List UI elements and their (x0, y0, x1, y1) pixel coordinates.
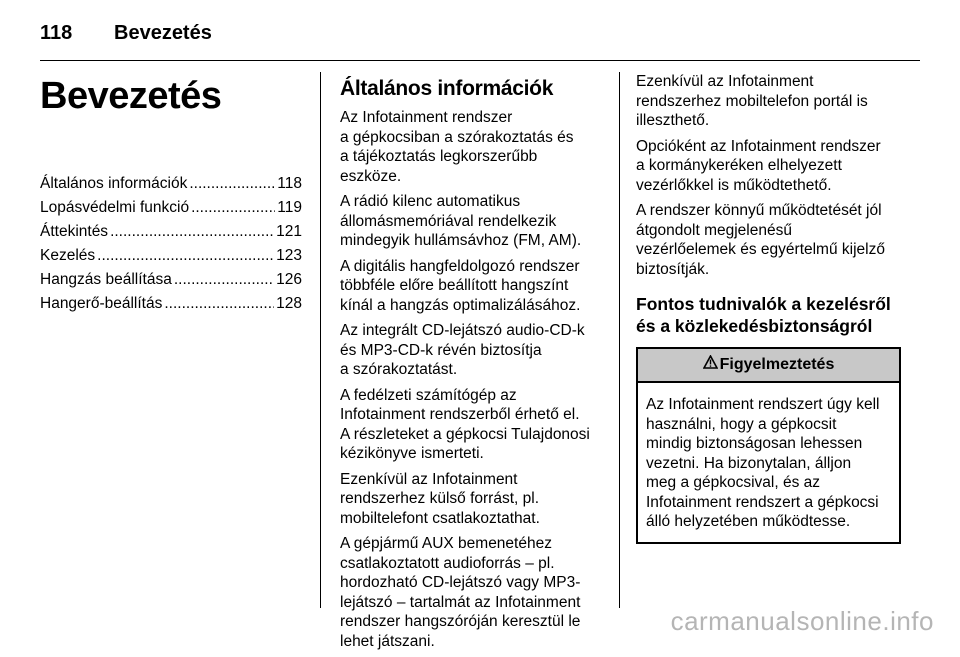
header-title: Bevezetés (114, 22, 212, 44)
toc-page: 121 (276, 223, 302, 240)
toc-label: Lopásvédelmi funkció (40, 199, 190, 216)
toc-page: 128 (276, 295, 302, 312)
page-number: 118 (40, 22, 73, 44)
toc-label: Hangerő-beállítás (40, 295, 163, 312)
toc-entry[interactable] (40, 244, 302, 268)
toc-leader-dots (189, 172, 275, 196)
toc-entry[interactable] (40, 220, 302, 244)
paragraph: Ezenkívül az Infotainment rendszerhez külső forrást, pl. mobiltelefont csatlakoztathat. (340, 470, 540, 527)
toc-label: Általános információk (40, 175, 188, 192)
toc-entry[interactable] (40, 268, 302, 292)
toc-page: 119 (277, 199, 302, 216)
paragraph: A rendszer könnyű működtetését jól átgondolt megjelenésű vezérlőelemek és egyértelmű kijelző biztosítják. (636, 202, 885, 278)
toc-label: Kezelés (40, 247, 96, 264)
paragraph: A gépjármű AUX bemenetéhez csatlakoztatott audioforrás – pl. hordozható CD-lejátszó vagy MP3- lejátszó – tartalmát az Infotainment rendszer hangszóróján keresztül le lehet játszani. (340, 535, 581, 650)
paragraph: Az Infotainment rendszer a gépkocsiban a szórakoztatás és a tájékoztatás legkorszerűbb eszköze. (340, 109, 574, 185)
table-of-contents (40, 172, 302, 316)
watermark-text: carmanualsonline.info (670, 606, 934, 636)
paragraph: A rádió kilenc automatikus állomásmemóriával rendelkezik mindegyik hullámsávhoz (FM, AM). (340, 193, 582, 249)
paragraph: A fedélzeti számítógép az Infotainment rendszerből érhető el. A részleteket a gépkocsi Tulajdonosi kézikönyve ismerteti. (340, 386, 590, 462)
warning-triangle-icon (703, 349, 718, 381)
paragraph: Az integrált CD-lejátszó audio-CD-k és MP3-CD-k révén biztosítja a szórakoztatást. (340, 322, 585, 378)
toc-page: 123 (276, 247, 302, 264)
middle-paragraphs (340, 108, 602, 651)
paragraph: A digitális hangfeldolgozó rendszer többféle előre beállított hangszínt kínál a hangzás optimalizálásához. (340, 257, 581, 314)
section-title: Általános információk (340, 77, 554, 100)
toc-leader-dots (164, 292, 274, 316)
column-divider-1 (320, 72, 321, 608)
middle-column (340, 72, 602, 657)
column-divider-2 (619, 72, 620, 608)
right-paragraphs (636, 72, 901, 279)
toc-leader-dots (110, 220, 274, 244)
toc-page: 118 (277, 175, 302, 192)
toc-entry[interactable] (40, 196, 302, 220)
header-rule (40, 60, 920, 61)
paragraph: Ezenkívül az Infotainment rendszerhez mobiltelefon portál is illeszthető. (636, 73, 868, 129)
toc-label: Áttekintés (40, 223, 109, 240)
right-column (636, 72, 901, 544)
toc-label: Hangzás beállítása (40, 271, 172, 288)
chapter-title: Bevezetés (40, 75, 222, 117)
warning-title: Figyelmeztetés (719, 356, 835, 373)
page-header (40, 18, 212, 48)
safety-subtitle: Fontos tudnivalók a kezelésről és a közlekedésbiztonságról (636, 294, 891, 336)
left-column (40, 72, 302, 316)
toc-leader-dots (174, 268, 274, 292)
warning-box (636, 347, 901, 544)
toc-entry[interactable] (40, 172, 302, 196)
toc-leader-dots (97, 244, 274, 268)
toc-leader-dots (191, 196, 275, 220)
warning-text: Az Infotainment rendszert úgy kell használni, hogy a gépkocsit mindig biztonságosan lehessen vezetni. Ha bizonytalan, álljon meg a gépkocsival, és az Infotainment rendszert a gépkocsi álló helyzetében működtesse. (646, 396, 880, 530)
toc-entry[interactable] (40, 292, 302, 316)
warning-header (638, 349, 899, 383)
toc-page: 126 (276, 271, 302, 288)
paragraph: Opcióként az Infotainment rendszer a kormánykeréken elhelyezett vezérlőkkel is működtethető. (636, 137, 881, 194)
